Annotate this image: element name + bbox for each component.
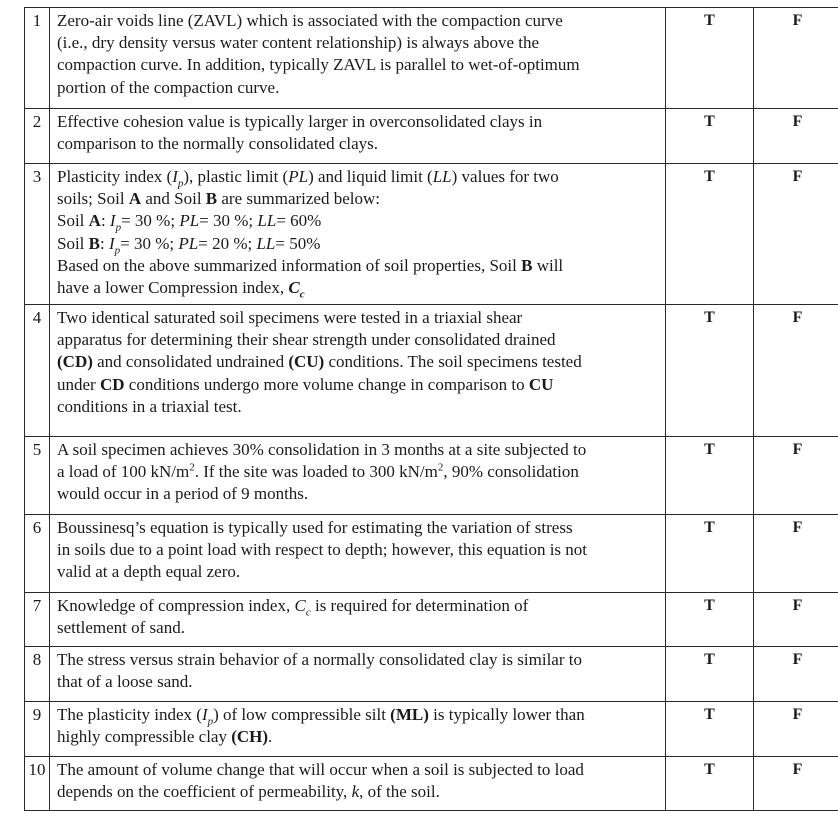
question-number: 10 (25, 757, 50, 811)
questions-table (24, 7, 838, 811)
soil-b-values: Soil B: $I_p= 30$ %; PL= 20 %; LL= 50% (57, 233, 321, 256)
true-option[interactable]: T (666, 702, 754, 757)
true-option[interactable]: T (666, 437, 754, 515)
question-statement: Knowledge of compression index, $C_c$ is required for determination of settlement of sand. (50, 593, 666, 647)
question-row (25, 757, 838, 811)
false-option[interactable]: F (754, 515, 838, 593)
question-statement: The plasticity index $(I_p)$ of low compressible silt (ML) is typically lower than highly compressible clay (CH). (50, 702, 666, 757)
question-number: 6 (25, 515, 50, 593)
question-row (25, 109, 838, 164)
question-number: 8 (25, 647, 50, 702)
question-number: 9 (25, 702, 50, 757)
soil-a-values: Soil A: $I_p= 30$ %; PL= 30 %; LL= 60% (57, 211, 322, 234)
true-option[interactable]: T (666, 164, 754, 305)
true-option[interactable]: T (666, 515, 754, 593)
question-statement: Plasticity index $(I_p)$, plastic limit (PL) and liquid limit (LL) values for two soils; Soil A and Soil B are summarized below: Soil A: $I_p= 30$ %; PL= 30 %; LL= 60% Soil B: $I_p= 30$ %; PL= 20 %; LL= 50% Based on the above summarized information of soil properties, Soil B will have a lower Compression index, $C_c$ (50, 164, 666, 305)
question-statement: The stress versus strain behavior of a normally consolidated clay is similar to that of a loose sand. (50, 647, 666, 702)
question-statement: Boussinesq’s equation is typically used for estimating the variation of stress in soils due to a point load with respect to depth; however, this equation is not valid at a depth equal zero. (50, 515, 666, 593)
question-row (25, 593, 838, 647)
true-option[interactable]: T (666, 757, 754, 811)
true-option[interactable]: T (666, 305, 754, 437)
question-number: 3 (25, 164, 50, 305)
question-statement: Effective cohesion value is typically larger in overconsolidated clays in comparison to the normally consolidated clays. (50, 109, 666, 164)
question-row (25, 8, 838, 109)
question-number: 1 (25, 8, 50, 109)
true-option[interactable]: T (666, 647, 754, 702)
question-statement: A soil specimen achieves 30% consolidation in 3 months at a site subjected to a load of 100 $kN/m^2$. If the site was loaded to 300 $kN/m^2$, 90% consolidation would occur in a period of 9 months. (50, 437, 666, 515)
false-option[interactable]: F (754, 702, 838, 757)
question-row (25, 647, 838, 702)
false-option[interactable]: F (754, 757, 838, 811)
question-number: 2 (25, 109, 50, 164)
false-option[interactable]: F (754, 109, 838, 164)
true-option[interactable]: T (666, 593, 754, 647)
question-row (25, 305, 838, 437)
question-number: 7 (25, 593, 50, 647)
question-row (25, 515, 838, 593)
false-option[interactable]: F (754, 647, 838, 702)
question-number: 4 (25, 305, 50, 437)
false-option[interactable]: F (754, 437, 838, 515)
false-option[interactable]: F (754, 8, 838, 109)
false-option[interactable]: F (754, 593, 838, 647)
question-statement: Zero-air voids line (ZAVL) which is associated with the compaction curve (i.e., dry density versus water content relationship) is always above the compaction curve. In addition, typically ZAVL is parallel to wet-of-optimum portion of the compaction curve. (50, 8, 666, 109)
question-row (25, 164, 838, 305)
true-option[interactable]: T (666, 8, 754, 109)
question-row (25, 702, 838, 757)
true-option[interactable]: T (666, 109, 754, 164)
question-statement: The amount of volume change that will occur when a soil is subjected to load depends on the coefficient of permeability, k, of the soil. (50, 757, 666, 811)
question-number: 5 (25, 437, 50, 515)
false-option[interactable]: F (754, 305, 838, 437)
question-row (25, 437, 838, 515)
false-option[interactable]: F (754, 164, 838, 305)
question-statement: Two identical saturated soil specimens were tested in a triaxial shear apparatus for determining their shear strength under consolidated drained (CD) and consolidated undrained (CU) conditions. The soil specimens tested under CD conditions undergo more volume change in comparison to CU conditions in a triaxial test. (50, 305, 666, 437)
